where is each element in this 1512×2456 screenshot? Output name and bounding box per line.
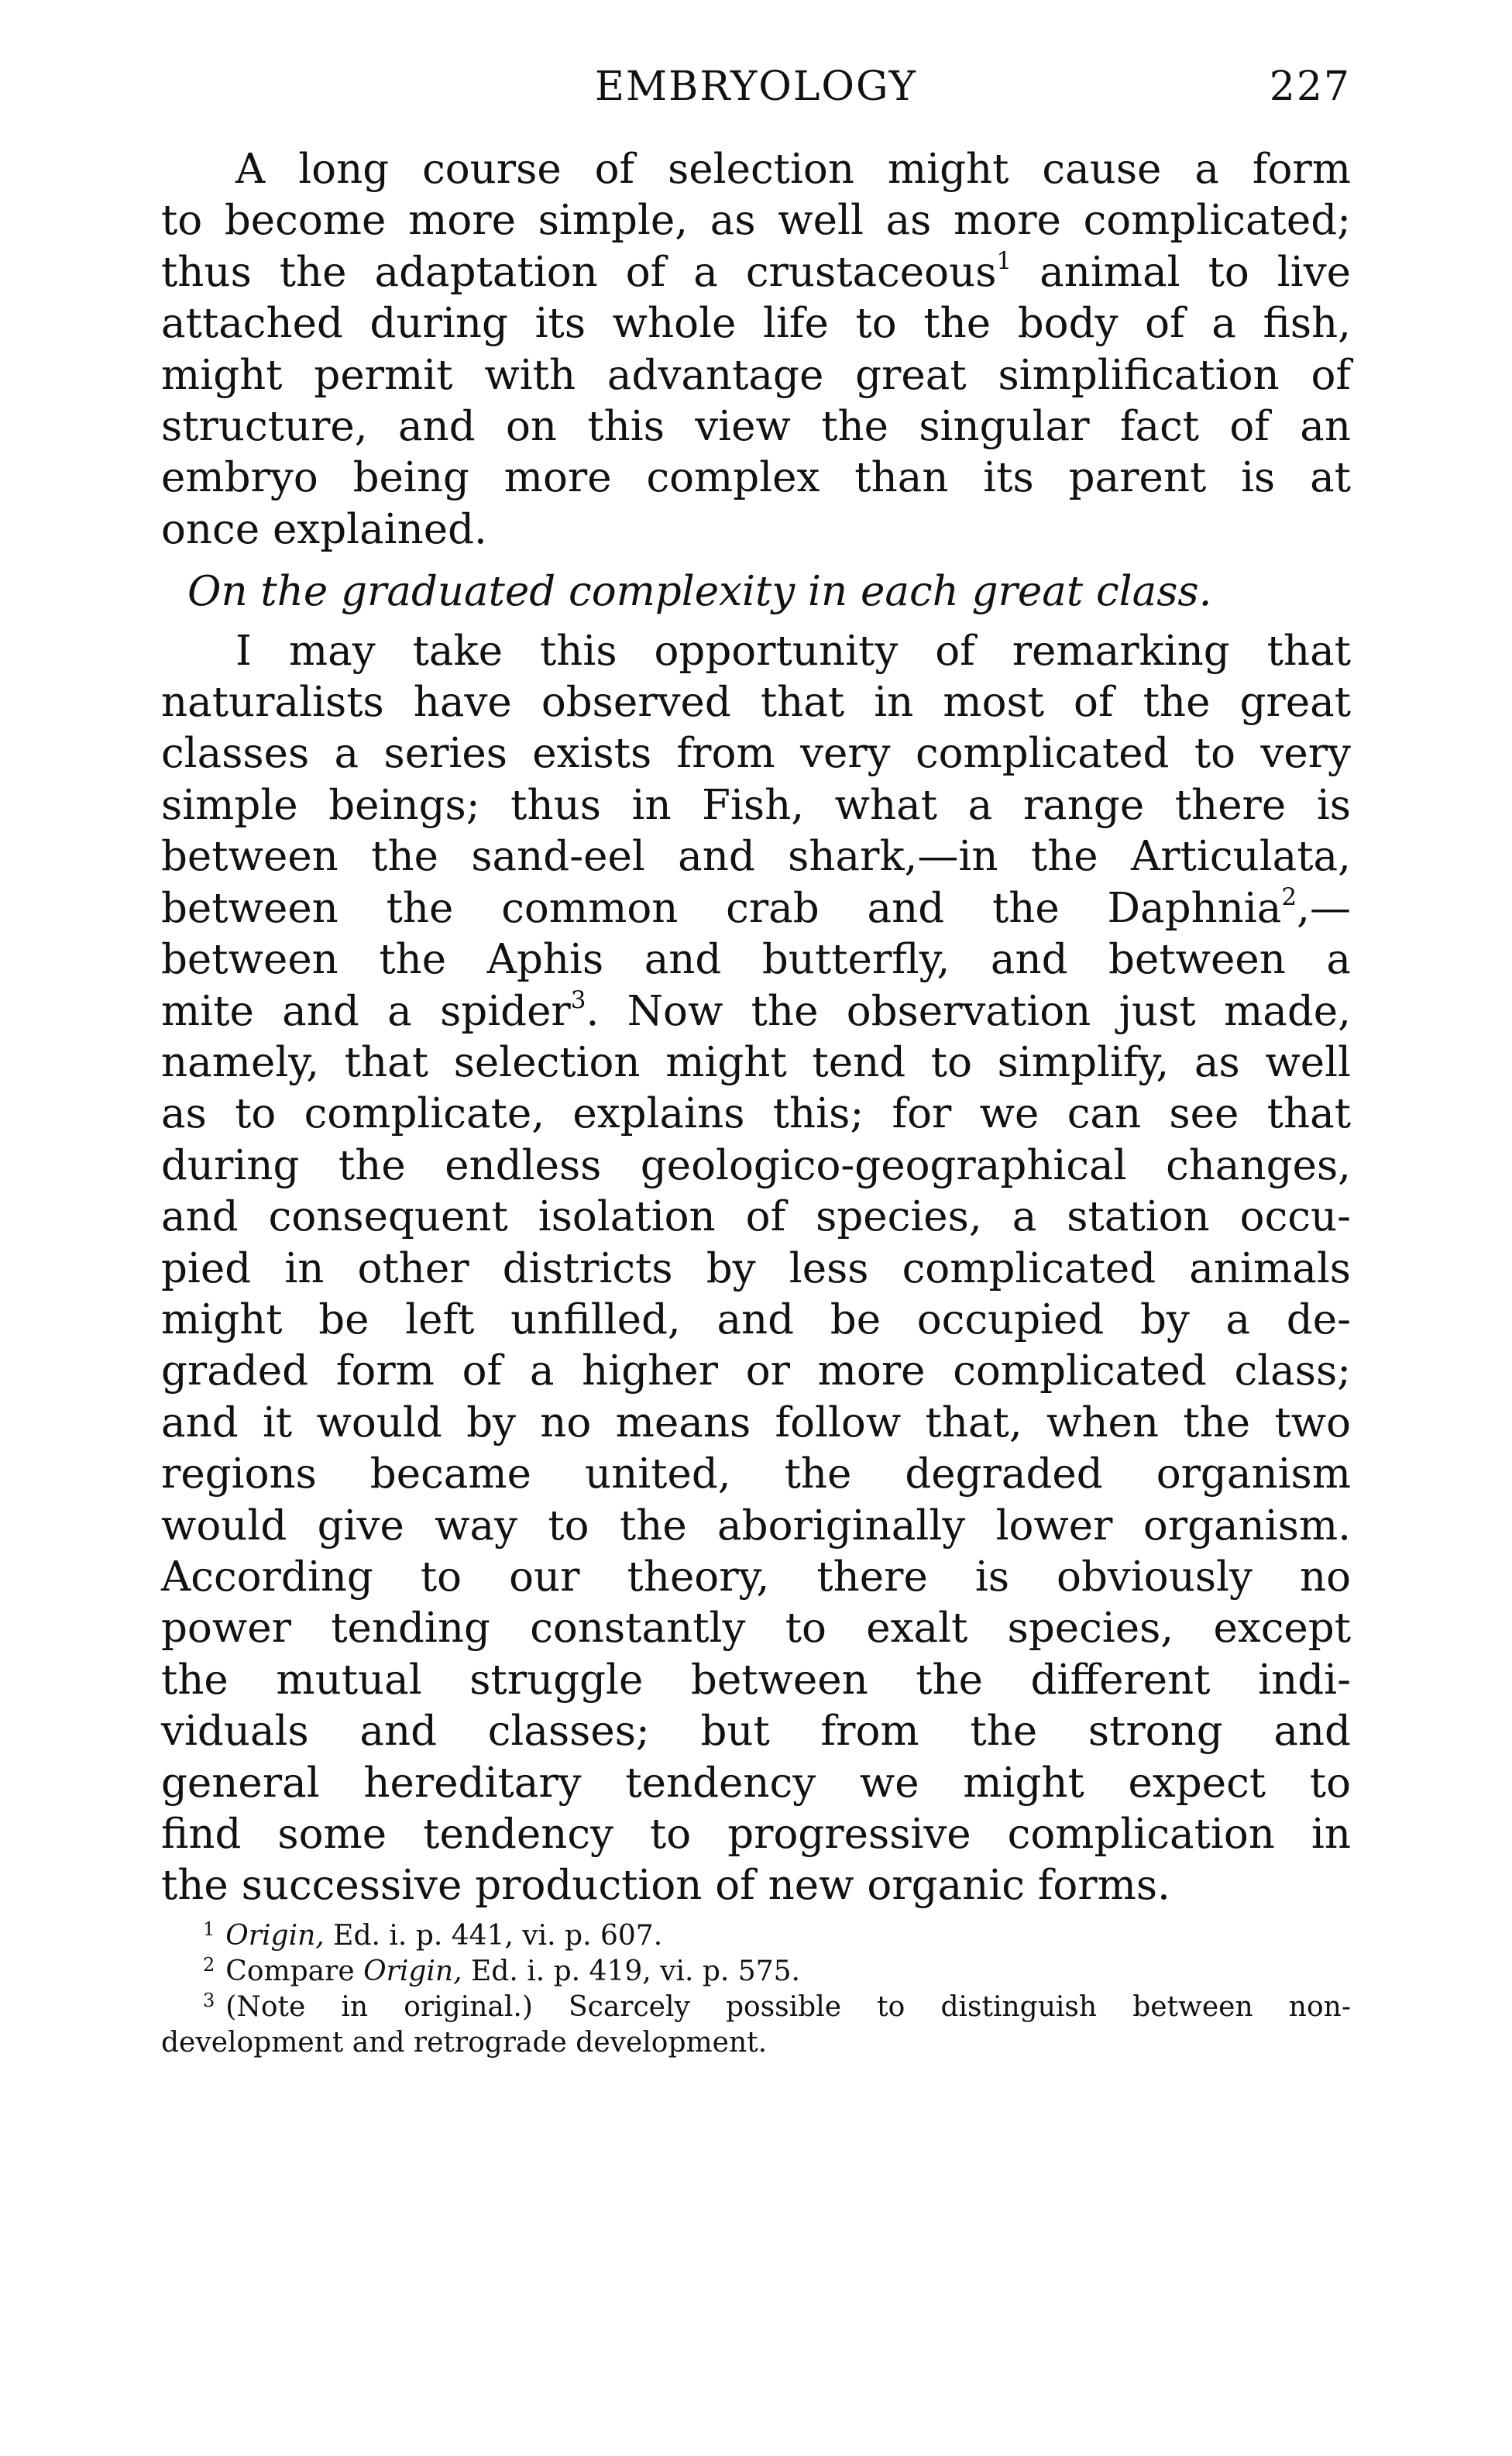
footnote-3-continuation: development and retrograde development. — [161, 2026, 768, 2059]
text-line: between the Aphis and butterfly, and between a — [161, 936, 1351, 984]
footnote-2 — [161, 1954, 1351, 1990]
text-line: viduals and classes; but from the strong and — [161, 1708, 1351, 1756]
footnote-title: Origin, — [363, 1955, 462, 1987]
text-line: the successive production of new organic forms. — [161, 1862, 1170, 1910]
text-line: might be left unfilled, and be occupied by a de- — [161, 1295, 1351, 1343]
text-run: animal to live — [1012, 248, 1352, 296]
text-line: simple beings; thus in Fish, what a range there is — [161, 781, 1351, 829]
text-line: between the sand-eel and shark,—in the Articulata, — [161, 833, 1351, 881]
footnote-marker: 3 — [203, 1989, 215, 2011]
footnote-marker: 2 — [203, 1953, 215, 1976]
text-line: naturalists have observed that in most of the great — [161, 679, 1351, 727]
text-line: attached during its whole life to the body of a fish, — [161, 300, 1351, 348]
text-line: during the endless geologico-geographical changes, — [161, 1141, 1351, 1189]
text-run: between the common crab and the Daphnia — [161, 884, 1282, 932]
footnote-1 — [161, 1918, 1351, 1954]
text-line: According to our theory, there is obviously no — [161, 1553, 1351, 1601]
paragraph — [161, 144, 1351, 556]
text-line: embryo being more complex than its parent is at — [161, 454, 1351, 502]
text-line: general hereditary tendency we might expect to — [161, 1759, 1351, 1807]
text-line: power tending constantly to exalt species, except — [161, 1605, 1351, 1653]
text-line: graded form of a higher or more complicated class; — [161, 1347, 1351, 1395]
footnotes — [161, 1918, 1351, 2061]
text-line: structure, and on this view the singular fact of an — [161, 403, 1351, 451]
text-line: might permit with advantage great simplification of — [161, 351, 1351, 399]
paragraph — [161, 626, 1351, 1912]
text-line: would give way to the aboriginally lower organism. — [161, 1501, 1351, 1550]
footnote-title: Origin, — [225, 1919, 325, 1952]
text-line: and consequent isolation of species, a station occu- — [161, 1193, 1351, 1241]
footnote-reference: 2 — [1281, 882, 1297, 911]
text-line — [161, 986, 1351, 1037]
text-line: and it would by no means follow that, when the two — [161, 1398, 1351, 1446]
text-run: ,— — [1297, 884, 1351, 932]
text-line: I may take this opportunity of remarking that — [235, 627, 1351, 675]
text-line — [161, 883, 1351, 934]
running-title: EMBRYOLOGY — [594, 64, 918, 110]
footnote-text: Ed. i. p. 441, vi. p. 607. — [324, 1919, 663, 1952]
text-line: A long course of selection might cause a form — [235, 146, 1351, 193]
book-page — [161, 60, 1351, 2061]
section-heading: On the graduated complexity in each great class. — [187, 568, 1212, 616]
text-line: pied in other districts by less complicated animals — [161, 1244, 1351, 1292]
text-run: . Now the observation just made, — [586, 987, 1351, 1035]
footnote-text: Ed. i. p. 419, vi. p. 575. — [462, 1955, 800, 1987]
text-run: thus the adaptation of a crustaceous — [161, 248, 997, 296]
text-line: classes a series exists from very complicated to very — [161, 730, 1351, 778]
text-line: find some tendency to progressive complication in — [161, 1811, 1351, 1858]
text-line — [161, 247, 1351, 298]
body-text — [161, 144, 1351, 1912]
footnote-reference: 3 — [570, 985, 586, 1014]
text-line: regions became united, the degraded organism — [161, 1450, 1351, 1498]
footnote-text: (Note in original.) Scarcely possible to distinguish between non- — [225, 1990, 1351, 2023]
text-line: to become more simple, as well as more complicated; — [161, 197, 1351, 245]
text-line: as to complicate, explains this; for we can see that — [161, 1090, 1351, 1138]
text-line: the mutual struggle between the different indi- — [161, 1656, 1351, 1704]
footnote-marker: 1 — [203, 1918, 215, 1940]
text-line: namely, that selection might tend to simplify, as well — [161, 1038, 1351, 1086]
running-head — [161, 60, 1351, 122]
footnote-reference: 1 — [996, 246, 1012, 275]
text-run: mite and a spider — [161, 987, 571, 1035]
page-number: 227 — [1269, 64, 1351, 110]
footnote-text: Compare — [225, 1955, 364, 1987]
footnote-3 — [161, 1990, 1351, 2025]
text-line: once explained. — [161, 505, 487, 553]
